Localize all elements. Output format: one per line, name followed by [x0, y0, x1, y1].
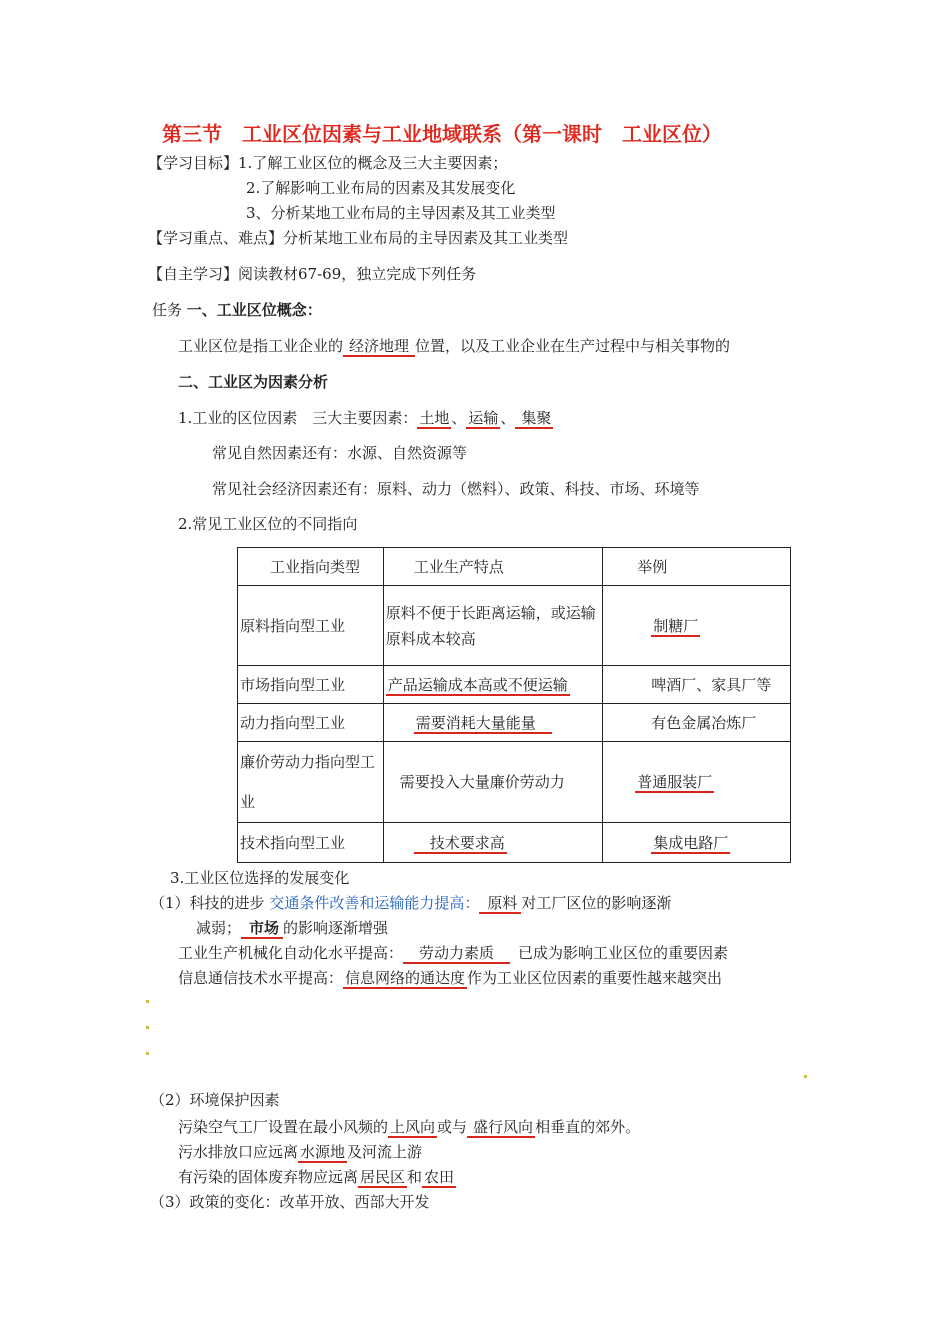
- mech-answer: 劳动力素质: [403, 944, 510, 964]
- factor-answer-2: 运输: [468, 409, 499, 427]
- env1-answer-1: 上风向: [390, 1118, 436, 1136]
- table-cell-type: 市场指向型工业: [238, 666, 384, 704]
- self-study: [148, 264, 476, 284]
- table-cell-type: 技术指向型工业: [238, 823, 384, 863]
- env-line-1: [178, 1117, 640, 1138]
- table-header: 工业生产特点: [383, 548, 603, 586]
- task1: [152, 300, 322, 320]
- social-factors: 常见社会经济因素还有：原料、动力（燃料）、政策、科技、市场、环境等: [212, 480, 700, 498]
- table-cell-feature: 原料不便于长距离运输，或运输原料成本较高: [383, 586, 603, 666]
- mech-line: [178, 943, 728, 964]
- env3-answer-2: 农田: [424, 1168, 455, 1186]
- concept-after: 位置，以及工业企业在生产过程中与相关事物的: [415, 337, 731, 355]
- self-study-text: 阅读教材67-69，独立完成下列任务: [238, 265, 477, 283]
- env-line-2: [178, 1142, 422, 1163]
- task1-prefix: 任务: [152, 301, 187, 319]
- env3-mid: 和: [407, 1168, 423, 1186]
- dot-mark: [804, 1075, 807, 1078]
- info-line: [178, 968, 722, 989]
- table-row: [238, 704, 791, 742]
- table-header: 举例: [603, 548, 791, 586]
- change-heading: 3.工业区位选择的发展变化: [170, 869, 350, 887]
- factors-prefix: 1.工业的区位因素 三大主要因素：: [178, 409, 418, 427]
- dot-mark: [146, 1026, 149, 1029]
- env-line-3: [178, 1167, 456, 1188]
- table-cell-feature: 技术要求高: [414, 834, 507, 854]
- factors-line: [178, 408, 553, 429]
- tech-answer-2: 市场: [241, 919, 283, 939]
- orientation-heading: 2.常见工业区位的不同指向: [178, 515, 358, 533]
- key-points-label: 【学习重点、难点】: [148, 229, 284, 247]
- objective-3: 3、分析某地工业布局的主导因素及其工业类型: [246, 204, 556, 222]
- natural-factors: 常见自然因素还有：水源、自然资源等: [212, 444, 468, 462]
- table-header: 工业指向类型: [238, 548, 384, 586]
- factor-sep-2: 、: [500, 409, 516, 427]
- table-cell-example: 制糖厂: [653, 616, 699, 635]
- tech-blue: 交通条件改善和运输能力提高：: [269, 894, 480, 912]
- tech-line-2: [196, 918, 388, 939]
- table-cell-example: 有色金属冶炼厂: [603, 704, 791, 742]
- page-title: 第三节 工业区位因素与工业地域联系（第一课时 工业区位）: [162, 122, 722, 146]
- objectives: [148, 153, 507, 173]
- table-cell-feature: 需要投入大量廉价劳动力: [383, 742, 603, 823]
- key-points-text: 分析某地工业布局的主导因素及其工业类型: [283, 229, 569, 247]
- tech-line2b: 的影响逐渐增强: [283, 919, 389, 937]
- orientation-table: [237, 547, 791, 863]
- env2-answer: 水源地: [300, 1143, 346, 1161]
- concept-before: 工业区位是指工业企业的: [178, 337, 344, 355]
- table-cell-example: 集成电路厂: [653, 833, 729, 852]
- mech-before: 工业生产机械化自动化水平提高：: [178, 944, 404, 962]
- table-cell-example: 啤酒厂、家具厂等: [603, 666, 791, 704]
- env-heading: （2）环境保护因素: [150, 1091, 280, 1109]
- tech-answer-1: 原料: [479, 894, 521, 914]
- factor-answer-3: 集聚: [515, 409, 553, 429]
- section2-heading: 二、工业区为因素分析: [178, 373, 329, 391]
- info-after: 作为工业区位因素的重要性越来越突出: [467, 969, 723, 987]
- table-cell-feature: 产品运输成本高或不便运输: [387, 675, 568, 694]
- factor-sep-1: 、: [451, 409, 467, 427]
- tech-line-1: [150, 893, 671, 914]
- objective-2: 2.了解影响工业布局的因素及其发展变化: [246, 179, 516, 197]
- table-row: [238, 742, 791, 823]
- env3-before: 有污染的固体废弃物应远离: [178, 1168, 359, 1186]
- env1-after: 相垂直的郊外。: [535, 1118, 641, 1136]
- tech-prefix: （1）科技的进步: [150, 894, 270, 912]
- self-study-label: 【自主学习】: [148, 265, 239, 283]
- env3-answer-1: 居民区: [360, 1168, 406, 1186]
- policy-line: （3）政策的变化：改革开放、西部大开发: [150, 1193, 430, 1211]
- table-row: [238, 666, 791, 704]
- concept-line: [178, 336, 730, 357]
- dot-mark: [146, 1000, 149, 1003]
- env2-after: 及河流上游: [347, 1143, 423, 1161]
- task1-heading: 一、工业区位概念：: [186, 301, 322, 319]
- table-cell-example: 普通服装厂: [637, 773, 713, 791]
- env2-before: 污水排放口应远离: [178, 1143, 299, 1161]
- tech-rest: 对工厂区位的影响逐渐: [521, 894, 672, 912]
- objectives-label: 【学习目标】: [148, 154, 239, 172]
- table-cell-feature: 需要消耗大量能量: [414, 714, 552, 734]
- table-row: [238, 823, 791, 863]
- factor-answer-1: 土地: [419, 409, 450, 427]
- env1-answer-2: 盛行风向: [467, 1118, 535, 1138]
- tech-line2a: 减弱；: [196, 919, 242, 937]
- env1-before: 污染空气工厂设置在最小风频的: [178, 1118, 389, 1136]
- dot-mark: [146, 1052, 149, 1055]
- table-row: [238, 586, 791, 666]
- info-answer: 信息网络的通达度: [345, 969, 466, 987]
- mech-after: 已成为影响工业区位的重要因素: [518, 944, 729, 962]
- table-cell-type: 原料指向型工业: [238, 586, 384, 666]
- concept-answer: 经济地理: [343, 337, 415, 357]
- table-cell-type: 廉价劳动力指向型工业: [238, 742, 384, 823]
- key-points: [148, 228, 568, 248]
- info-before: 信息通信技术水平提高：: [178, 969, 344, 987]
- objective-1: 1.了解工业区位的概念及三大主要因素；: [238, 154, 508, 172]
- env1-mid: 或与: [437, 1118, 468, 1136]
- table-header-row: [238, 548, 791, 586]
- table-cell-type: 动力指向型工业: [238, 704, 384, 742]
